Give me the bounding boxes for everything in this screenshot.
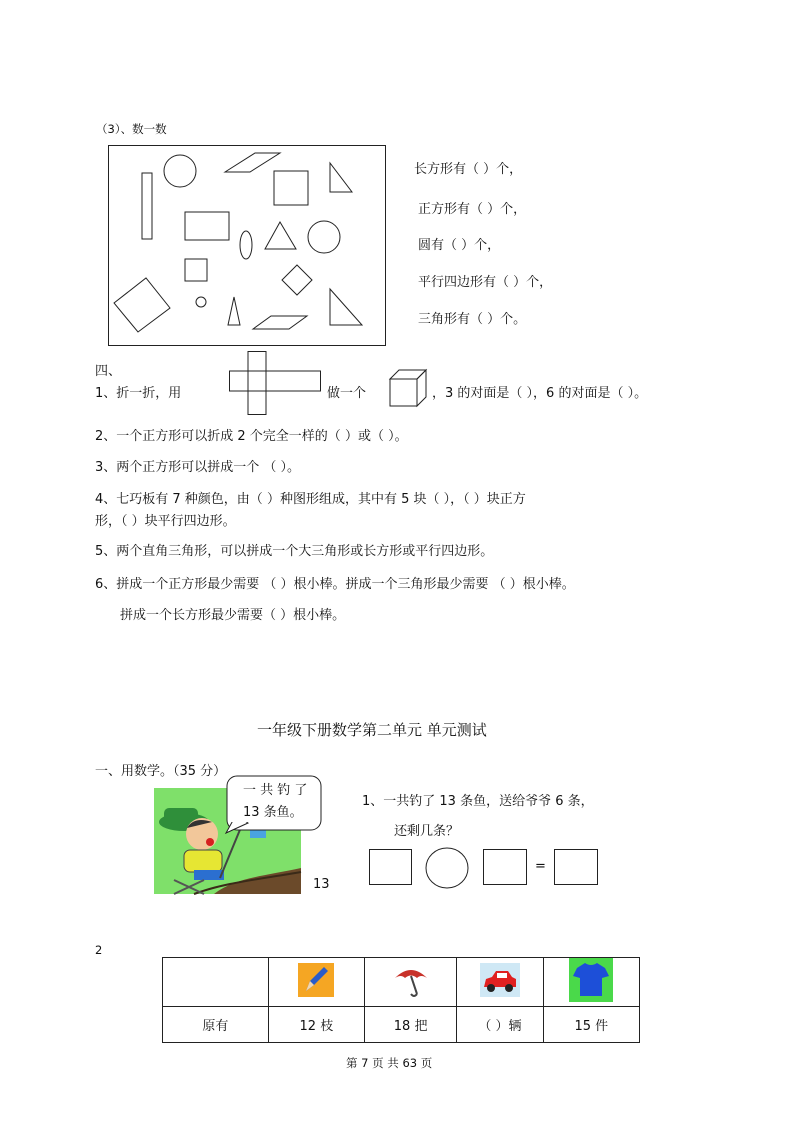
- q3-text: 3、两个正方形可以拼成一个 （ ）。: [95, 460, 301, 475]
- problem2-number: 2: [95, 943, 103, 957]
- rectangle-shape: [185, 212, 229, 240]
- row-label: 原有: [163, 1007, 269, 1043]
- table-row: [163, 1007, 640, 1043]
- square-shape: [274, 171, 308, 205]
- umbrella-image-cell: [364, 958, 456, 1007]
- count-rectangle-line: 长方形有（ ）个，: [414, 162, 523, 177]
- speech-line2: 13 条鱼。: [243, 805, 303, 820]
- q5-text: 5、两个直角三角形，可以拼成一个大三角形或长方形或平行四边形。: [95, 544, 494, 559]
- q1-text-c: ，3 的对面是（ ），6 的对面是（ ）。: [432, 386, 648, 401]
- car-count[interactable]: （ ）辆: [457, 1007, 543, 1043]
- page-footer: 第 7 页 共 63 页: [346, 1056, 433, 1070]
- count-square-line: 正方形有（ ）个，: [418, 202, 527, 217]
- circle-shape: [308, 221, 340, 253]
- triangle-shape: [330, 289, 362, 325]
- pencil-image-cell: [268, 958, 364, 1007]
- car-icon: [480, 963, 520, 997]
- q4-text-line1: 4、七巧板有 7 种颜色，由（ ）种图形组成，其中有 5 块（ ），（ ）块正方: [95, 492, 526, 507]
- shapes-figure: [108, 145, 386, 347]
- operator-circle[interactable]: [425, 847, 469, 889]
- q1-text-b: 做一个: [327, 386, 367, 401]
- q6-text-line1: 6、拼成一个正方形最少需要 （ ）根小棒。拼成一个三角形最少需要 （ ）根小棒。: [95, 577, 575, 592]
- parallelogram-shape: [253, 316, 307, 329]
- part1-heading: 一、用数学。（35 分）: [95, 764, 227, 779]
- pencil-icon: [298, 963, 334, 997]
- table-row: [163, 958, 640, 1007]
- count-triangle-line: 三角形有（ ）个。: [418, 312, 527, 327]
- shirt-image-cell: [543, 958, 639, 1007]
- picture-number: 13: [313, 877, 330, 892]
- rectangle-shape: [142, 173, 152, 239]
- answer-box-2[interactable]: [483, 849, 527, 885]
- umbrella-count: 18 把: [364, 1007, 456, 1043]
- cube-net-figure: [229, 351, 321, 415]
- problem1-line1: 1、一共钓了 13 条鱼，送给爷爷 6 条，: [362, 794, 594, 809]
- car-image-cell: [457, 958, 543, 1007]
- shirt-count: 15 件: [543, 1007, 639, 1043]
- speech-line1: 一 共 钓 了: [243, 783, 308, 798]
- unit-test-title: 一年级下册数学第二单元 单元测试: [257, 721, 487, 739]
- count-section-label: （3）、数一数: [96, 122, 167, 136]
- q2-text: 2、一个正方形可以折成 2 个完全一样的（ ）或（ ）。: [95, 429, 408, 444]
- triangle-shape: [265, 222, 296, 249]
- shirt-icon: [569, 958, 613, 1002]
- circle-shape: [164, 155, 196, 187]
- square-shape: [282, 265, 312, 295]
- pencil-count: 12 枝: [268, 1007, 364, 1043]
- circle-shape: [196, 297, 206, 307]
- count-circle-line: 圆有（ ）个，: [418, 238, 501, 253]
- square-shape: [185, 259, 207, 281]
- triangle-shape: [228, 297, 240, 325]
- shapes-frame: [109, 146, 386, 346]
- rectangle-shape: [114, 278, 170, 332]
- q4-text-line2: 形，（ ）块平行四边形。: [95, 514, 236, 529]
- answer-box-1[interactable]: [369, 849, 412, 885]
- q1-text-a: 1、折一折，用: [95, 386, 182, 401]
- equals-sign: =: [535, 859, 546, 874]
- problem1-line2: 还剩几条？: [394, 824, 460, 839]
- count-parallelogram-line: 平行四边形有（ ）个，: [418, 275, 553, 290]
- umbrella-icon: [391, 962, 431, 998]
- cube-figure: [389, 369, 427, 407]
- triangle-shape: [330, 163, 352, 192]
- parallelogram-shape: [225, 153, 280, 172]
- table-cell-empty: [163, 958, 269, 1007]
- ellipse-shape: [240, 231, 252, 259]
- answer-box-3[interactable]: [554, 849, 598, 885]
- items-table: [162, 957, 640, 1043]
- q6-text-line2: 拼成一个长方形最少需要（ ）根小棒。: [120, 608, 346, 623]
- section4-heading: 四、: [95, 364, 122, 379]
